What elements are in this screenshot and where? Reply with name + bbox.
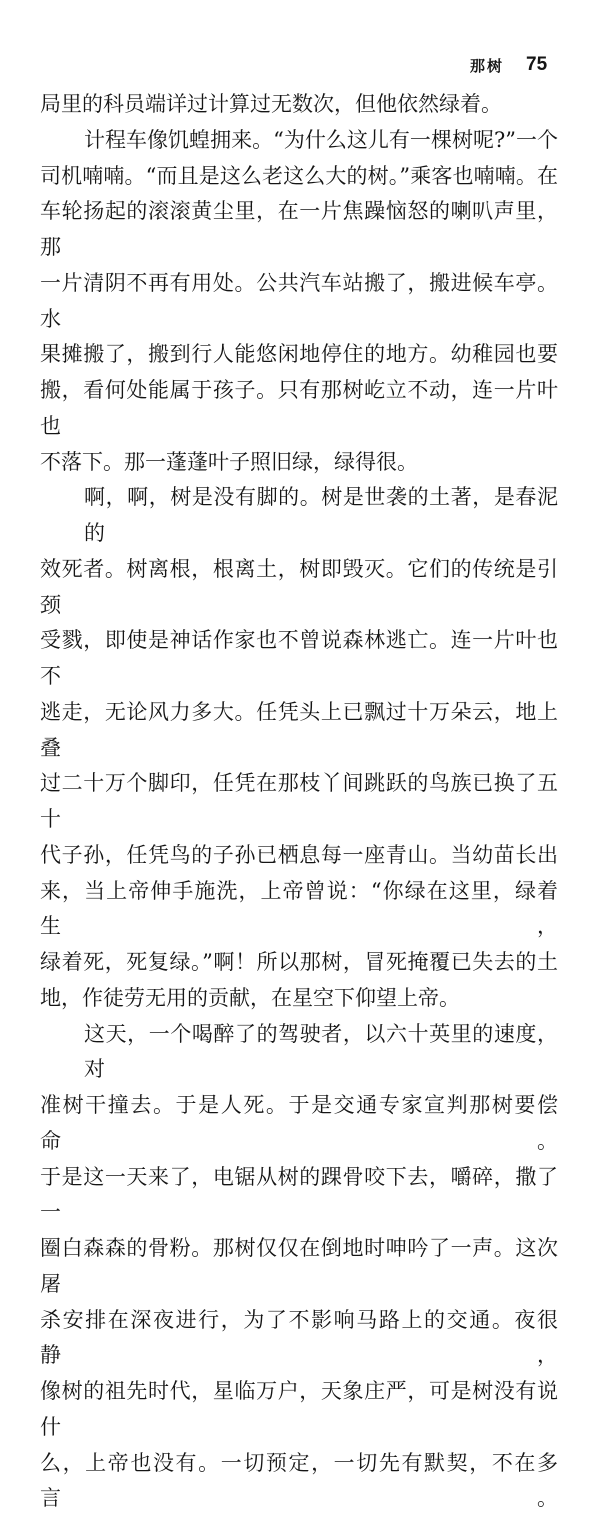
text-line: 果摊搬了，搬到行人能悠闲地停住的地方。幼稚园也要: [40, 337, 558, 373]
text-line: 车轮扬起的滚滚黄尘里，在一片焦躁恼怒的喇叭声里，那: [40, 194, 558, 266]
text-line: 司机喃喃。“而且是这么老这么大的树。”乘客也喃喃。在: [40, 159, 558, 195]
body-text: [40, 87, 558, 1517]
text-line: 不落下。那一蓬蓬叶子照旧绿，绿得很。: [40, 445, 558, 481]
text-line: 么，上帝也没有。一切预定，一切先有默契，不在多言。: [40, 1446, 558, 1517]
page-number: 75: [526, 54, 547, 76]
text-line: 逃走，无论风力多大。任凭头上已飘过十万朵云，地上叠: [40, 695, 558, 767]
page-header: [470, 52, 580, 78]
text-line: 局里的科员端详过计算过无数次，但他依然绿着。: [40, 87, 558, 123]
text-line: 于是这一天来了，电锯从树的踝骨咬下去，嚼碎，撒了一: [40, 1160, 558, 1232]
paragraph: [40, 480, 558, 1016]
text-line: 像树的祖先时代，星临万户，天象庄严，可是树没有说什: [40, 1374, 558, 1446]
paragraph: [40, 123, 558, 481]
text-line: 准树干撞去。于是人死。于是交通专家宣判那树要偿命。: [40, 1088, 558, 1160]
text-line: 啊，啊，树是没有脚的。树是世袭的土著，是春泥的: [40, 480, 558, 552]
text-line: 一片清阴不再有用处。公共汽车站搬了，搬进候车亭。水: [40, 266, 558, 338]
text-line: 过二十万个脚印，任凭在那枝丫间跳跃的鸟族已换了五十: [40, 766, 558, 838]
text-line: 搬，看何处能属于孩子。只有那树屹立不动，连一片叶也: [40, 373, 558, 445]
text-line: 代子孙，任凭鸟的子孙已栖息每一座青山。当幼苗长出: [40, 838, 558, 874]
running-title: 那树: [470, 55, 504, 76]
paragraph: [40, 1017, 558, 1517]
text-line: 绿着死，死复绿。”啊！所以那树，冒死掩覆已失去的土: [40, 945, 558, 981]
paragraph: [40, 87, 558, 123]
text-line: 受戮，即使是神话作家也不曾说森林逃亡。连一片叶也不: [40, 623, 558, 695]
text-line: 来，当上帝伸手施洗，上帝曾说：“你绿在这里，绿着生，: [40, 874, 558, 946]
text-line: 杀安排在深夜进行，为了不影响马路上的交通。夜很静，: [40, 1303, 558, 1375]
text-line: 这天，一个喝醉了的驾驶者，以六十英里的速度，对: [40, 1017, 558, 1089]
text-line: 效死者。树离根，根离土，树即毁灭。它们的传统是引颈: [40, 552, 558, 624]
text-line: 地，作徒劳无用的贡献，在星空下仰望上帝。: [40, 981, 558, 1017]
text-line: 计程车像饥蝗拥来。“为什么这儿有一棵树呢?”一个: [40, 123, 558, 159]
text-line: 圈白森森的骨粉。那树仅仅在倒地时呻吟了一声。这次屠: [40, 1231, 558, 1303]
